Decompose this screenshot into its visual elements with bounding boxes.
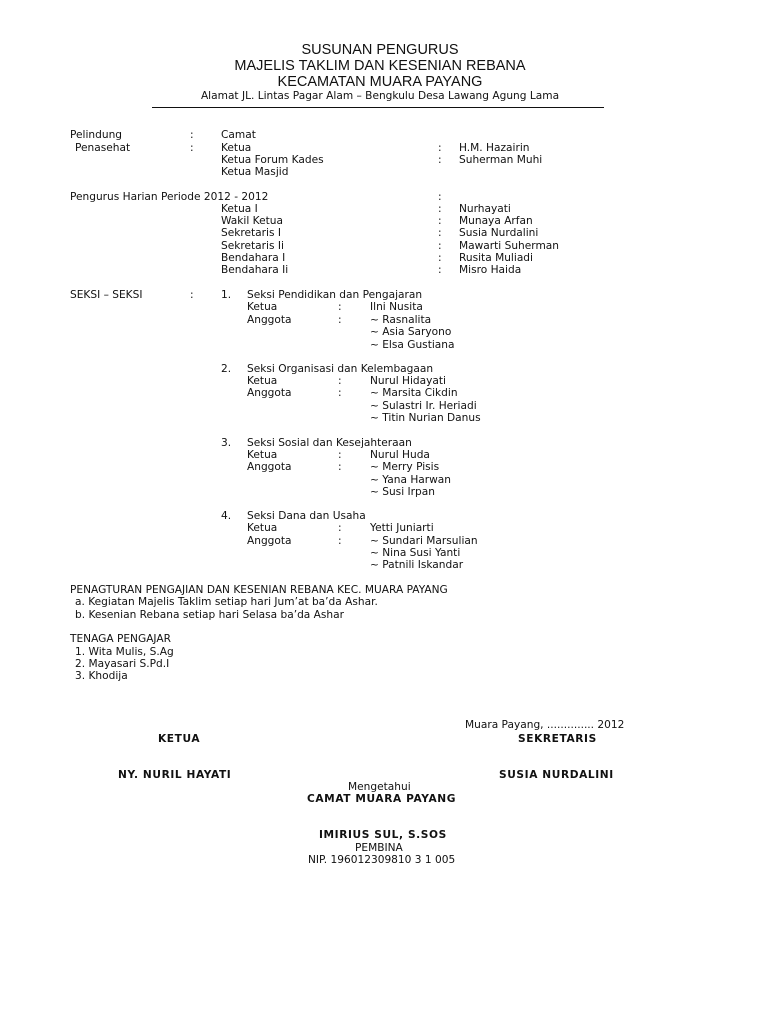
colon: : [338,301,342,313]
address-line: Alamat JL. Lintas Pagar Alam – Bengkulu Desa Lawang Agung Lama [200,90,560,102]
place-date: Muara Payang, .............. 2012 [465,719,625,731]
penasehat-role: Ketua Masjid [221,166,289,178]
seksi-title: Seksi Sosial dan Kesejahteraan [247,437,412,449]
title-line-3: KECAMATAN MUARA PAYANG [277,74,483,90]
tenaga-title: TENAGA PENGAJAR [70,633,171,645]
colon: : [438,154,442,166]
seksi-anggota: ~ Merry Pisis [370,461,440,473]
pelindung-label: Pelindung [70,129,123,141]
header-divider [152,107,604,108]
seksi-anggota: ~ Yana Harwan [370,474,452,486]
ketua-name: NY. NURIL HAYATI [118,769,232,781]
seksi-anggota: ~ Titin Nurian Danus [370,412,481,424]
harian-role: Bendahara Ii [221,264,289,276]
ketua-label: Ketua [247,522,278,534]
sekretaris-title: SEKRETARIS [518,733,597,745]
seksi-number: 2. [221,363,232,375]
seksi-anggota: ~ Nina Susi Yanti [370,547,461,559]
seksi-anggota: ~ Susi Irpan [370,486,435,498]
harian-name: Susia Nurdalini [459,227,539,239]
seksi-number: 1. [221,289,232,301]
colon: : [190,289,194,301]
mengetahui-label: Mengetahui [348,781,411,793]
colon: : [438,264,442,276]
anggota-label: Anggota [247,387,292,399]
camat-name: IMIRIUS SUL, S.SOS [319,829,447,841]
title-line-1: SUSUNAN PENGURUS [301,42,459,58]
colon: : [338,387,342,399]
seksi-number: 4. [221,510,232,522]
harian-role: Ketua I [221,203,258,215]
colon: : [438,203,442,215]
seksi-number: 3. [221,437,232,449]
tenaga-item: 2. Mayasari S.Pd.I [75,658,170,670]
seksi-title: Seksi Dana dan Usaha [247,510,366,522]
harian-role: Sekretaris I [221,227,281,239]
seksi-ketua: Ilni Nusita [370,301,423,313]
seksi-anggota: ~ Rasnalita [370,314,432,326]
colon: : [338,522,342,534]
tenaga-item: 3. Khodija [75,670,128,682]
harian-role: Bendahara I [221,252,286,264]
colon: : [438,240,442,252]
harian-label: Pengurus Harian Periode 2012 - 2012 [70,191,269,203]
camat-title: CAMAT MUARA PAYANG [307,793,457,805]
penasehat-name: Suherman Muhi [459,154,543,166]
colon: : [438,227,442,239]
seksi-anggota: ~ Patnili Iskandar [370,559,464,571]
colon: : [338,535,342,547]
pembina-label: PEMBINA [355,842,403,854]
seksi-ketua: Yetti Juniarti [370,522,434,534]
colon: : [338,375,342,387]
colon: : [438,191,442,203]
colon: : [438,142,442,154]
tenaga-item: 1. Wita Mulis, S.Ag [75,646,174,658]
pengaturan-title: PENAGTURAN PENGAJIAN DAN KESENIAN REBANA KEC. MUARA PAYANG [70,584,448,596]
anggota-label: Anggota [247,461,292,473]
seksi-title: Seksi Organisasi dan Kelembagaan [247,363,434,375]
harian-name: Nurhayati [459,203,511,215]
pengaturan-item: b. Kesenian Rebana setiap hari Selasa ba’da Ashar [75,609,344,621]
colon: : [338,461,342,473]
ketua-label: Ketua [247,301,278,313]
ketua-title: KETUA [158,733,201,745]
ketua-label: Ketua [247,449,278,461]
seksi-ketua: Nurul Huda [370,449,430,461]
penasehat-role: Ketua Forum Kades [221,154,324,166]
title-line-2: MAJELIS TAKLIM DAN KESENIAN REBANA [234,58,526,74]
nip-number: NIP. 196012309810 3 1 005 [308,854,456,866]
colon: : [190,129,194,141]
colon: : [338,314,342,326]
harian-role: Wakil Ketua [221,215,283,227]
harian-role: Sekretaris Ii [221,240,284,252]
seksi-title: Seksi Pendidikan dan Pengajaran [247,289,423,301]
seksi-anggota: ~ Sundari Marsulian [370,535,478,547]
anggota-label: Anggota [247,314,292,326]
penasehat-name: H.M. Hazairin [459,142,530,154]
pelindung-value: Camat [221,129,256,141]
pengaturan-item: a. Kegiatan Majelis Taklim setiap hari Jum’at ba’da Ashar. [75,596,378,608]
harian-name: Rusita Muliadi [459,252,533,264]
colon: : [438,215,442,227]
seksi-anggota: ~ Marsita Cikdin [370,387,458,399]
harian-name: Munaya Arfan [459,215,533,227]
penasehat-label: Penasehat [75,142,131,154]
seksi-anggota: ~ Sulastri Ir. Heriadi [370,400,477,412]
harian-name: Misro Haida [459,264,522,276]
colon: : [338,449,342,461]
sekretaris-name: SUSIA NURDALINI [499,769,614,781]
colon: : [190,142,194,154]
seksi-ketua: Nurul Hidayati [370,375,447,387]
harian-name: Mawarti Suherman [459,240,559,252]
seksi-label: SEKSI – SEKSI [70,289,143,301]
colon: : [438,252,442,264]
penasehat-role: Ketua [221,142,252,154]
anggota-label: Anggota [247,535,292,547]
ketua-label: Ketua [247,375,278,387]
seksi-anggota: ~ Asia Saryono [370,326,452,338]
seksi-anggota: ~ Elsa Gustiana [370,339,455,351]
